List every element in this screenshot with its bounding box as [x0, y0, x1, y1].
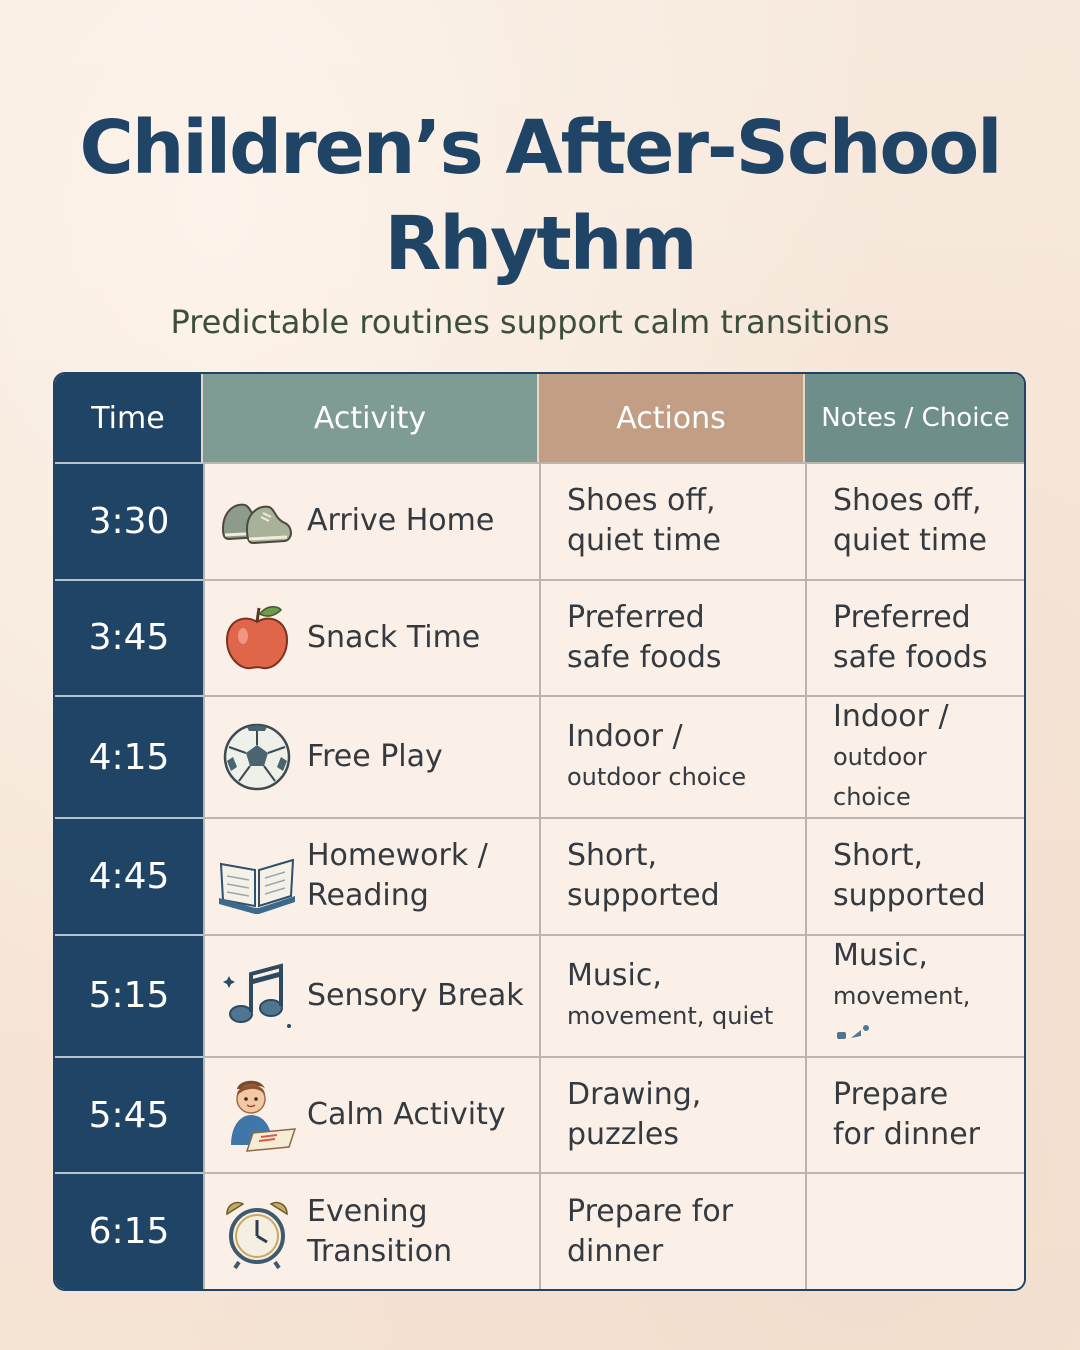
music-note-icon: [217, 956, 297, 1036]
column-header-notes: Notes / Choice: [805, 374, 1026, 462]
actions-line-2: puzzles: [567, 1117, 679, 1153]
activity-label: Homework / Reading: [307, 838, 488, 914]
notes-cell: [805, 695, 1026, 817]
notes-cell: [805, 462, 1026, 579]
activity-cell: [203, 579, 539, 696]
notes-line-2: [833, 976, 1000, 1056]
notes-line-2: for dinner: [833, 1117, 980, 1153]
time-cell: 4:15: [55, 695, 203, 817]
actions-line-1: Preferred: [567, 599, 705, 635]
notes-line-2: outdoor choice: [833, 743, 927, 812]
time-cell: 5:45: [55, 1056, 203, 1173]
activity-cell: [203, 1056, 539, 1173]
activity-cell: [203, 934, 539, 1056]
notes-line-2: quiet time: [833, 523, 987, 559]
page-title: [0, 100, 1080, 292]
title-line-2: Rhythm: [384, 201, 696, 287]
activity-label: Sensory Break: [307, 977, 524, 1013]
column-header-activity: Activity: [203, 374, 539, 462]
child-drawing-icon: [217, 1075, 297, 1155]
activity-label: Calm Activity: [307, 1097, 506, 1133]
actions-cell: [539, 1056, 805, 1173]
actions-line-2: supported: [567, 878, 720, 914]
actions-cell: [539, 462, 805, 579]
soccer-ball-icon: [217, 717, 297, 797]
actions-line-2: movement, quiet: [567, 1001, 774, 1030]
time-cell: 3:45: [55, 579, 203, 696]
time-cell: 4:45: [55, 817, 203, 934]
actions-cell: [539, 1172, 805, 1289]
time-cell: 3:30: [55, 462, 203, 579]
music-note-icon: [833, 1022, 873, 1044]
schedule-table: [53, 372, 1026, 1291]
notes-cell: [805, 579, 1026, 696]
actions-line-2: outdoor choice: [567, 763, 747, 792]
time-cell: 6:15: [55, 1172, 203, 1289]
column-header-time: Time: [55, 374, 203, 462]
actions-cell: [539, 934, 805, 1056]
actions-line-1: Indoor /: [567, 719, 683, 755]
activity-label: Evening Transition: [307, 1193, 453, 1269]
actions-line-1: Short,: [567, 838, 658, 874]
column-header-actions: Actions: [539, 374, 805, 462]
notes-cell: [805, 817, 1026, 934]
actions-cell: [539, 817, 805, 934]
apple-icon: [217, 598, 297, 678]
notes-line-1: Prepare: [833, 1077, 949, 1113]
activity-label: Arrive Home: [307, 503, 495, 539]
open-book-icon: [217, 836, 297, 916]
notes-line-2-text: movement,: [833, 981, 971, 1010]
notes-line-2: safe foods: [833, 639, 988, 675]
notes-line-2: supported: [833, 878, 986, 914]
actions-cell: [539, 695, 805, 817]
activity-cell: [203, 817, 539, 934]
actions-line-1: Prepare for: [567, 1193, 734, 1229]
actions-line-1: Drawing,: [567, 1077, 702, 1113]
activity-cell: [203, 695, 539, 817]
time-cell: 5:15: [55, 934, 203, 1056]
activity-cell: [203, 1172, 539, 1289]
activity-label: Free Play: [307, 739, 443, 775]
actions-line-1: Music,: [567, 957, 662, 993]
notes-line-1: Shoes off,: [833, 483, 982, 519]
actions-cell: [539, 579, 805, 696]
actions-line-2: quiet time: [567, 523, 721, 559]
notes-line-1: Short,: [833, 838, 924, 874]
notes-line-1: Preferred: [833, 599, 971, 635]
title-line-1: Children’s After-School: [79, 105, 1001, 191]
activity-label: Snack Time: [307, 619, 481, 655]
shoes-icon: [217, 481, 297, 561]
notes-cell: [805, 1172, 1026, 1289]
alarm-clock-icon: [217, 1192, 297, 1272]
actions-line-2: safe foods: [567, 639, 722, 675]
notes-cell: [805, 934, 1026, 1056]
actions-line-1: Shoes off,: [567, 483, 716, 519]
notes-cell: [805, 1056, 1026, 1173]
subtitle: Predictable routines support calm transitions: [170, 303, 890, 341]
actions-line-2: dinner: [567, 1233, 664, 1269]
notes-line-1: Music,: [833, 937, 928, 973]
notes-line-1: Indoor /: [833, 699, 949, 735]
activity-cell: [203, 462, 539, 579]
